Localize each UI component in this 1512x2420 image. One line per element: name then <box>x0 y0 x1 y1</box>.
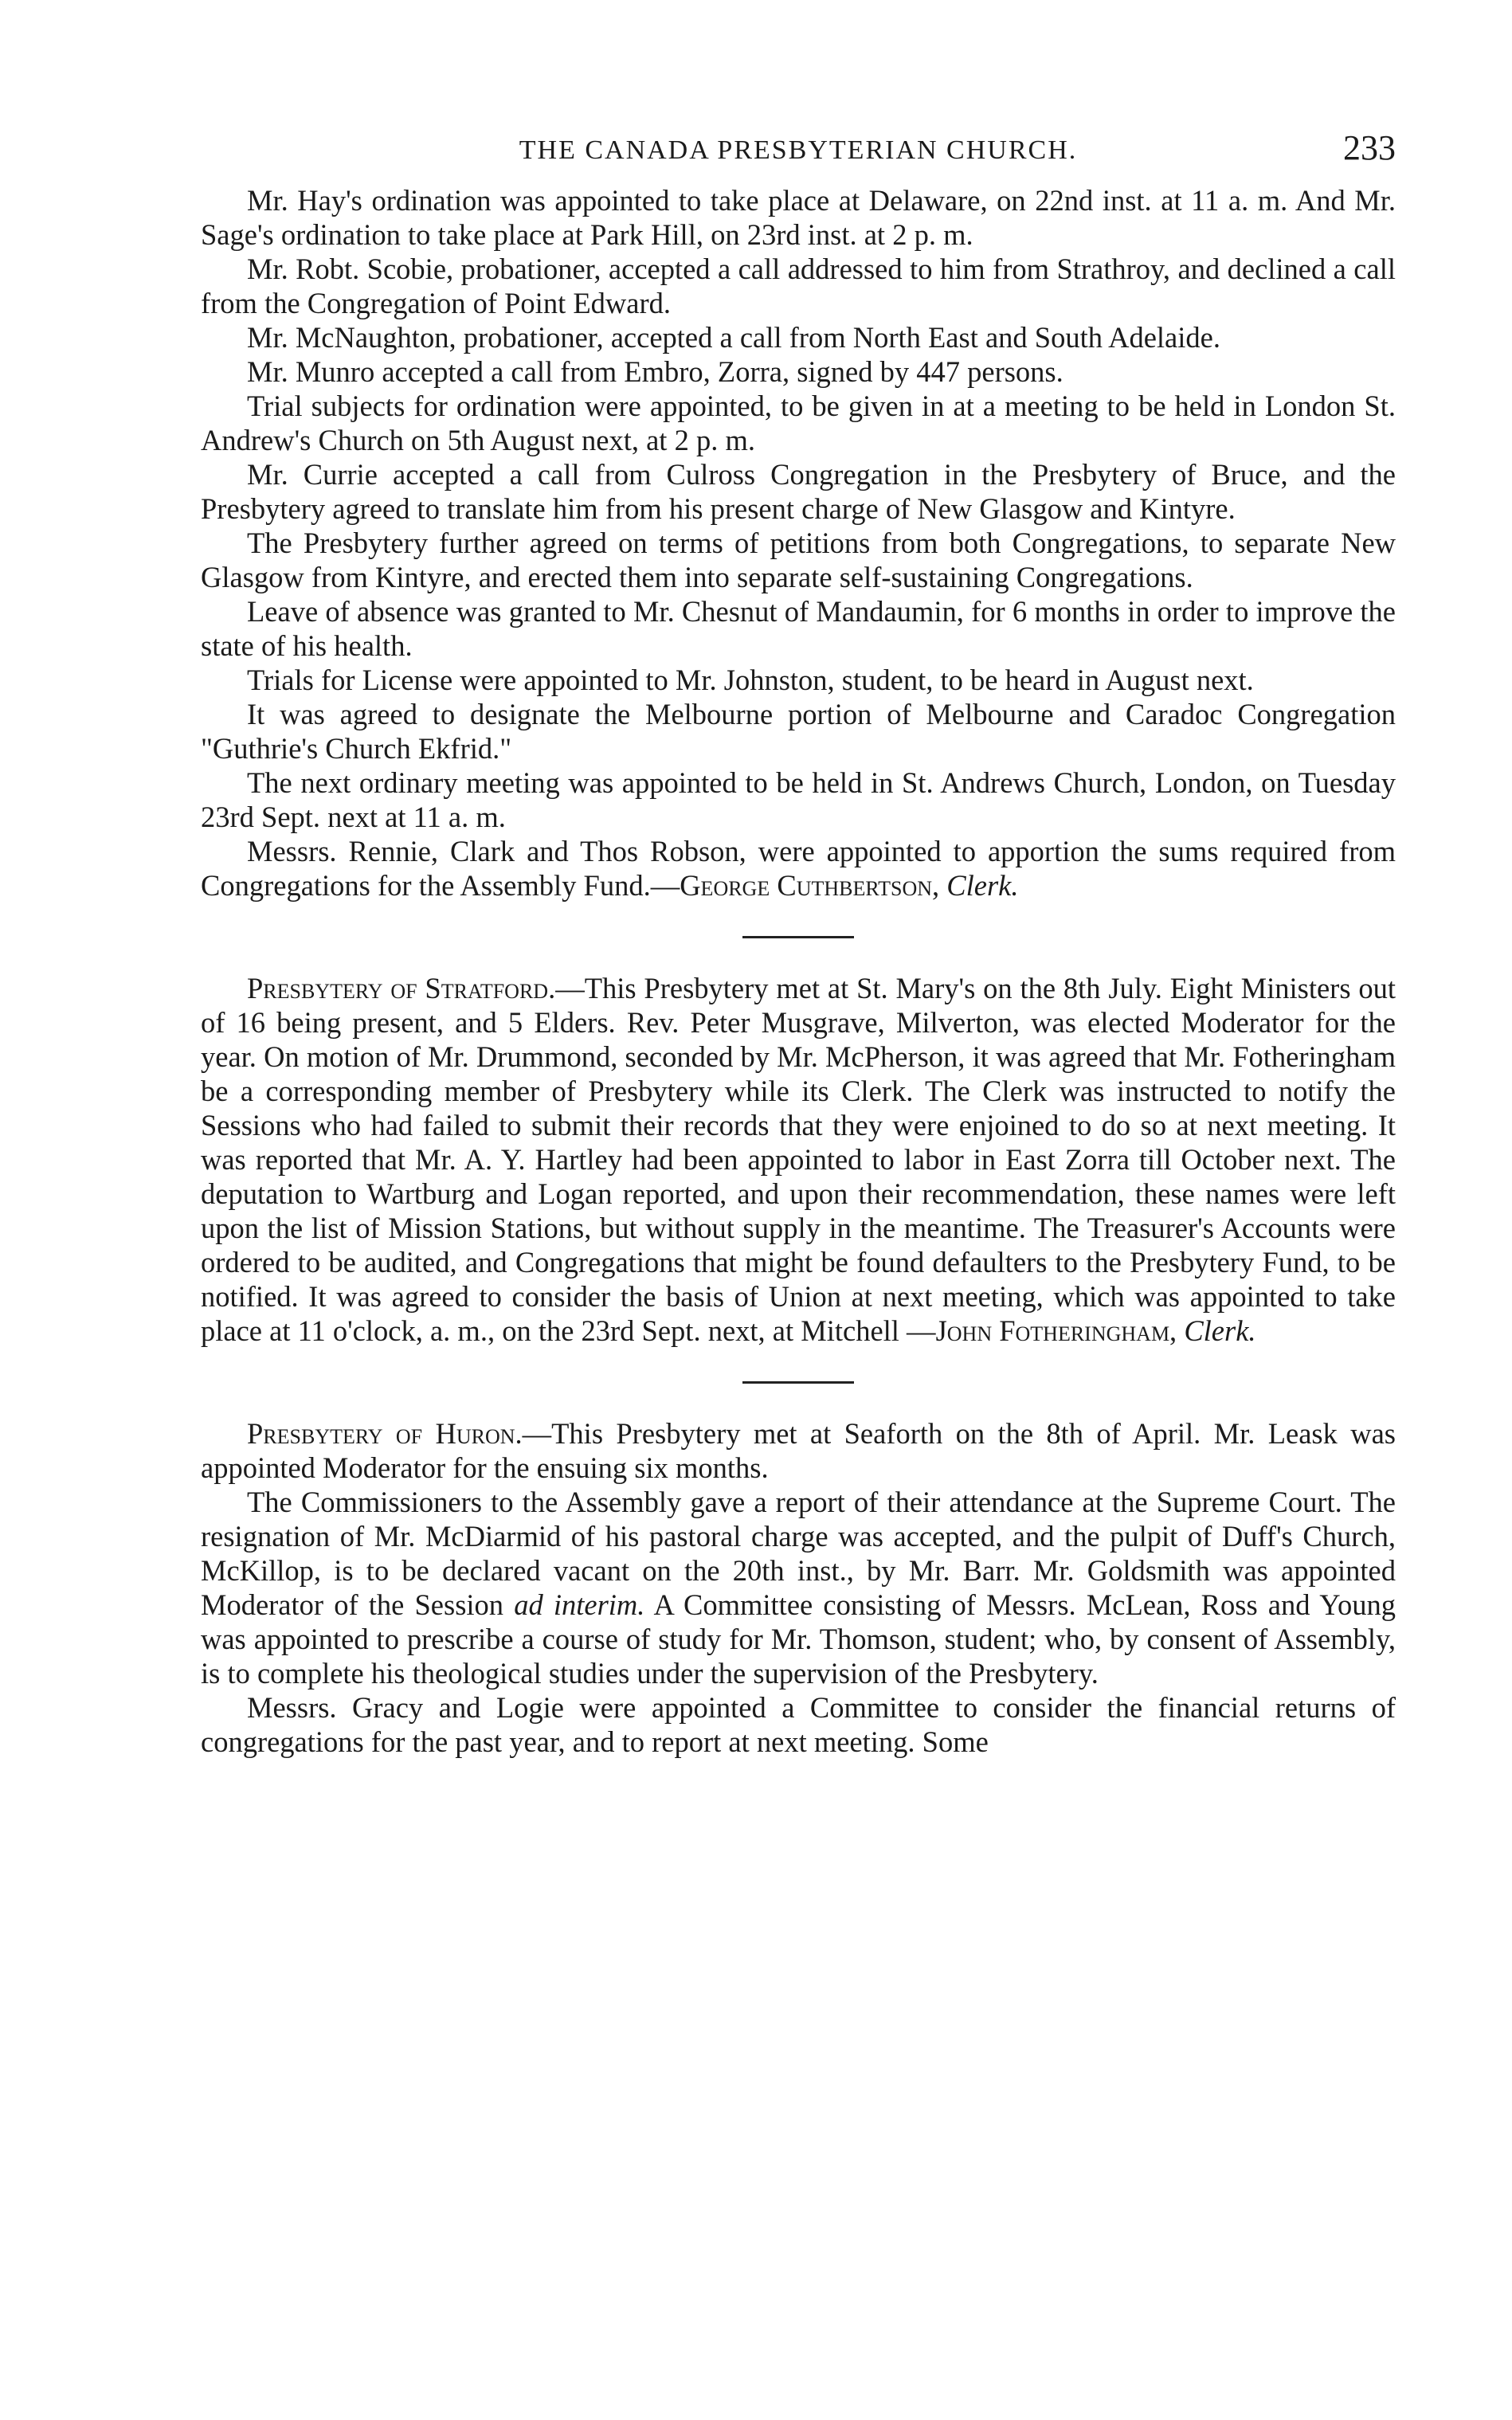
clerk-role: Clerk. <box>946 869 1019 902</box>
paragraph: The Presbytery further agreed on terms of petitions from both Congregations, to separate New Glasgow from Kintyre, and erected them into separate self-sustaining Congregations. <box>201 527 1396 593</box>
page-number: 233 <box>1343 128 1396 167</box>
section-heading: Presbytery of Huron. <box>247 1417 523 1450</box>
paragraph: It was agreed to designate the Melbourne portion of Melbourne and Caradoc Congregation "Guthrie's Church Ekfrid." <box>201 698 1396 765</box>
paragraph: The next ordinary meeting was appointed to be held in St. Andrews Church, London, on Tuesday 23rd Sept. next at 11 a. m. <box>201 766 1396 833</box>
paragraph <box>201 1485 1396 1690</box>
paragraph: Mr. McNaughton, probationer, accepted a call from North East and South Adelaide. <box>247 321 1220 354</box>
paragraph-text: Messrs. Rennie, Clark and Thos Robson, were appointed to apportion the sums required from Congregations for the Assembly Fund.— <box>201 835 1396 902</box>
paragraph: Leave of absence was granted to Mr. Chesnut of Mandaumin, for 6 months in order to improve the state of his health. <box>201 595 1396 662</box>
article-body <box>201 183 1396 1759</box>
paragraph-text: The Commissioners to the Assembly gave a report of their attendance at the Supreme Court. The resignation of Mr. McDiarmid of his pastoral charge was accepted, and the pulpit of Duff's Church, McKillop, is to be declared vacant on the 20th inst., by Mr. Barr. Mr. Goldsmith was appointed Moderator of the Session <box>201 1486 1396 1621</box>
paragraph-text: —This Presbytery met at St. Mary's on the 8th July. Eight Ministers out of 16 being present, and 5 Elders. Rev. Peter Musgrave, Milverton, was elected Moderator for the year. On motion of Mr. Drummond, seconded by Mr. McPherson, it was agreed that Mr. Fotheringham be a corresponding member of Presbytery while its Clerk. The Clerk was instructed to notify the Sessions who had failed to submit their records that they were enjoined to do so at next meeting. It was reported that Mr. A. Y. Hartley had been appointed to labor in East Zorra till October next. The deputation to Wartburg and Logan reported, and upon their recommendation, these names were left upon the list of Mission Stations, but without supply in the meantime. The Treasurer's Accounts were ordered to be audited, and Congregations that might be found defaulters to the Presbytery Fund, to be notified. It was agreed to consider the basis of Union at next meeting, which was appointed to take place at 11 o'clock, a. m., on the 23rd Sept. next, at Mitchell — <box>201 972 1396 1347</box>
paragraph-text: —This Presbytery met at Seaforth on the 8th of April. Mr. Leask was appointed Moderator for the ensuing six months. <box>201 1417 1396 1484</box>
paragraph: Mr. Currie accepted a call from Culross Congregation in the Presbytery of Bruce, and the Presbytery agreed to translate him from his present charge of New Glasgow and Kintyre. <box>201 458 1396 525</box>
clerk-signature: George Cuthbertson, <box>680 869 940 902</box>
clerk-role: Clerk. <box>1184 1314 1256 1347</box>
section-heading: Presbytery of Stratford. <box>247 972 556 1004</box>
clerk-signature: John Fotheringham, <box>935 1314 1177 1347</box>
paragraph: Mr. Robt. Scobie, probationer, accepted a call addressed to him from Strathroy, and declined a call from the Congregation of Point Edward. <box>201 253 1396 319</box>
running-header <box>201 119 1396 183</box>
running-title: THE CANADA PRESBYTERIAN CHURCH. <box>519 135 1078 165</box>
paragraph: Mr. Munro accepted a call from Embro, Zorra, signed by 447 persons. <box>247 355 1063 388</box>
paragraph: Trials for License were appointed to Mr. Johnston, student, to be heard in August next. <box>247 664 1254 696</box>
paragraph: Trial subjects for ordination were appointed, to be given in at a meeting to be held in London St. Andrew's Church on 5th August next, at 2 p. m. <box>201 390 1396 456</box>
paragraph-text: A Committee consisting of Messrs. McLean, Ross and Young was appointed to prescribe a course of study for Mr. Thomson, student; who, by consent of Assembly, is to complete his theological studies under the supervision of the Presbytery. <box>201 1588 1396 1690</box>
paragraph: Messrs. Gracy and Logie were appointed a Committee to consider the financial returns of congregations for the past year, and to report at next meeting. Some <box>201 1691 1396 1758</box>
stratford-report <box>201 971 1396 1348</box>
latin-phrase: ad interim. <box>514 1588 645 1621</box>
paragraph: Mr. Hay's ordination was appointed to take place at Delaware, on 22nd inst. at 11 a. m. And Mr. Sage's ordination to take place at Park Hill, on 23rd inst. at 2 p. m. <box>201 184 1396 251</box>
huron-report <box>201 1416 1396 1485</box>
paragraph <box>201 834 1396 903</box>
page <box>201 119 1396 1759</box>
